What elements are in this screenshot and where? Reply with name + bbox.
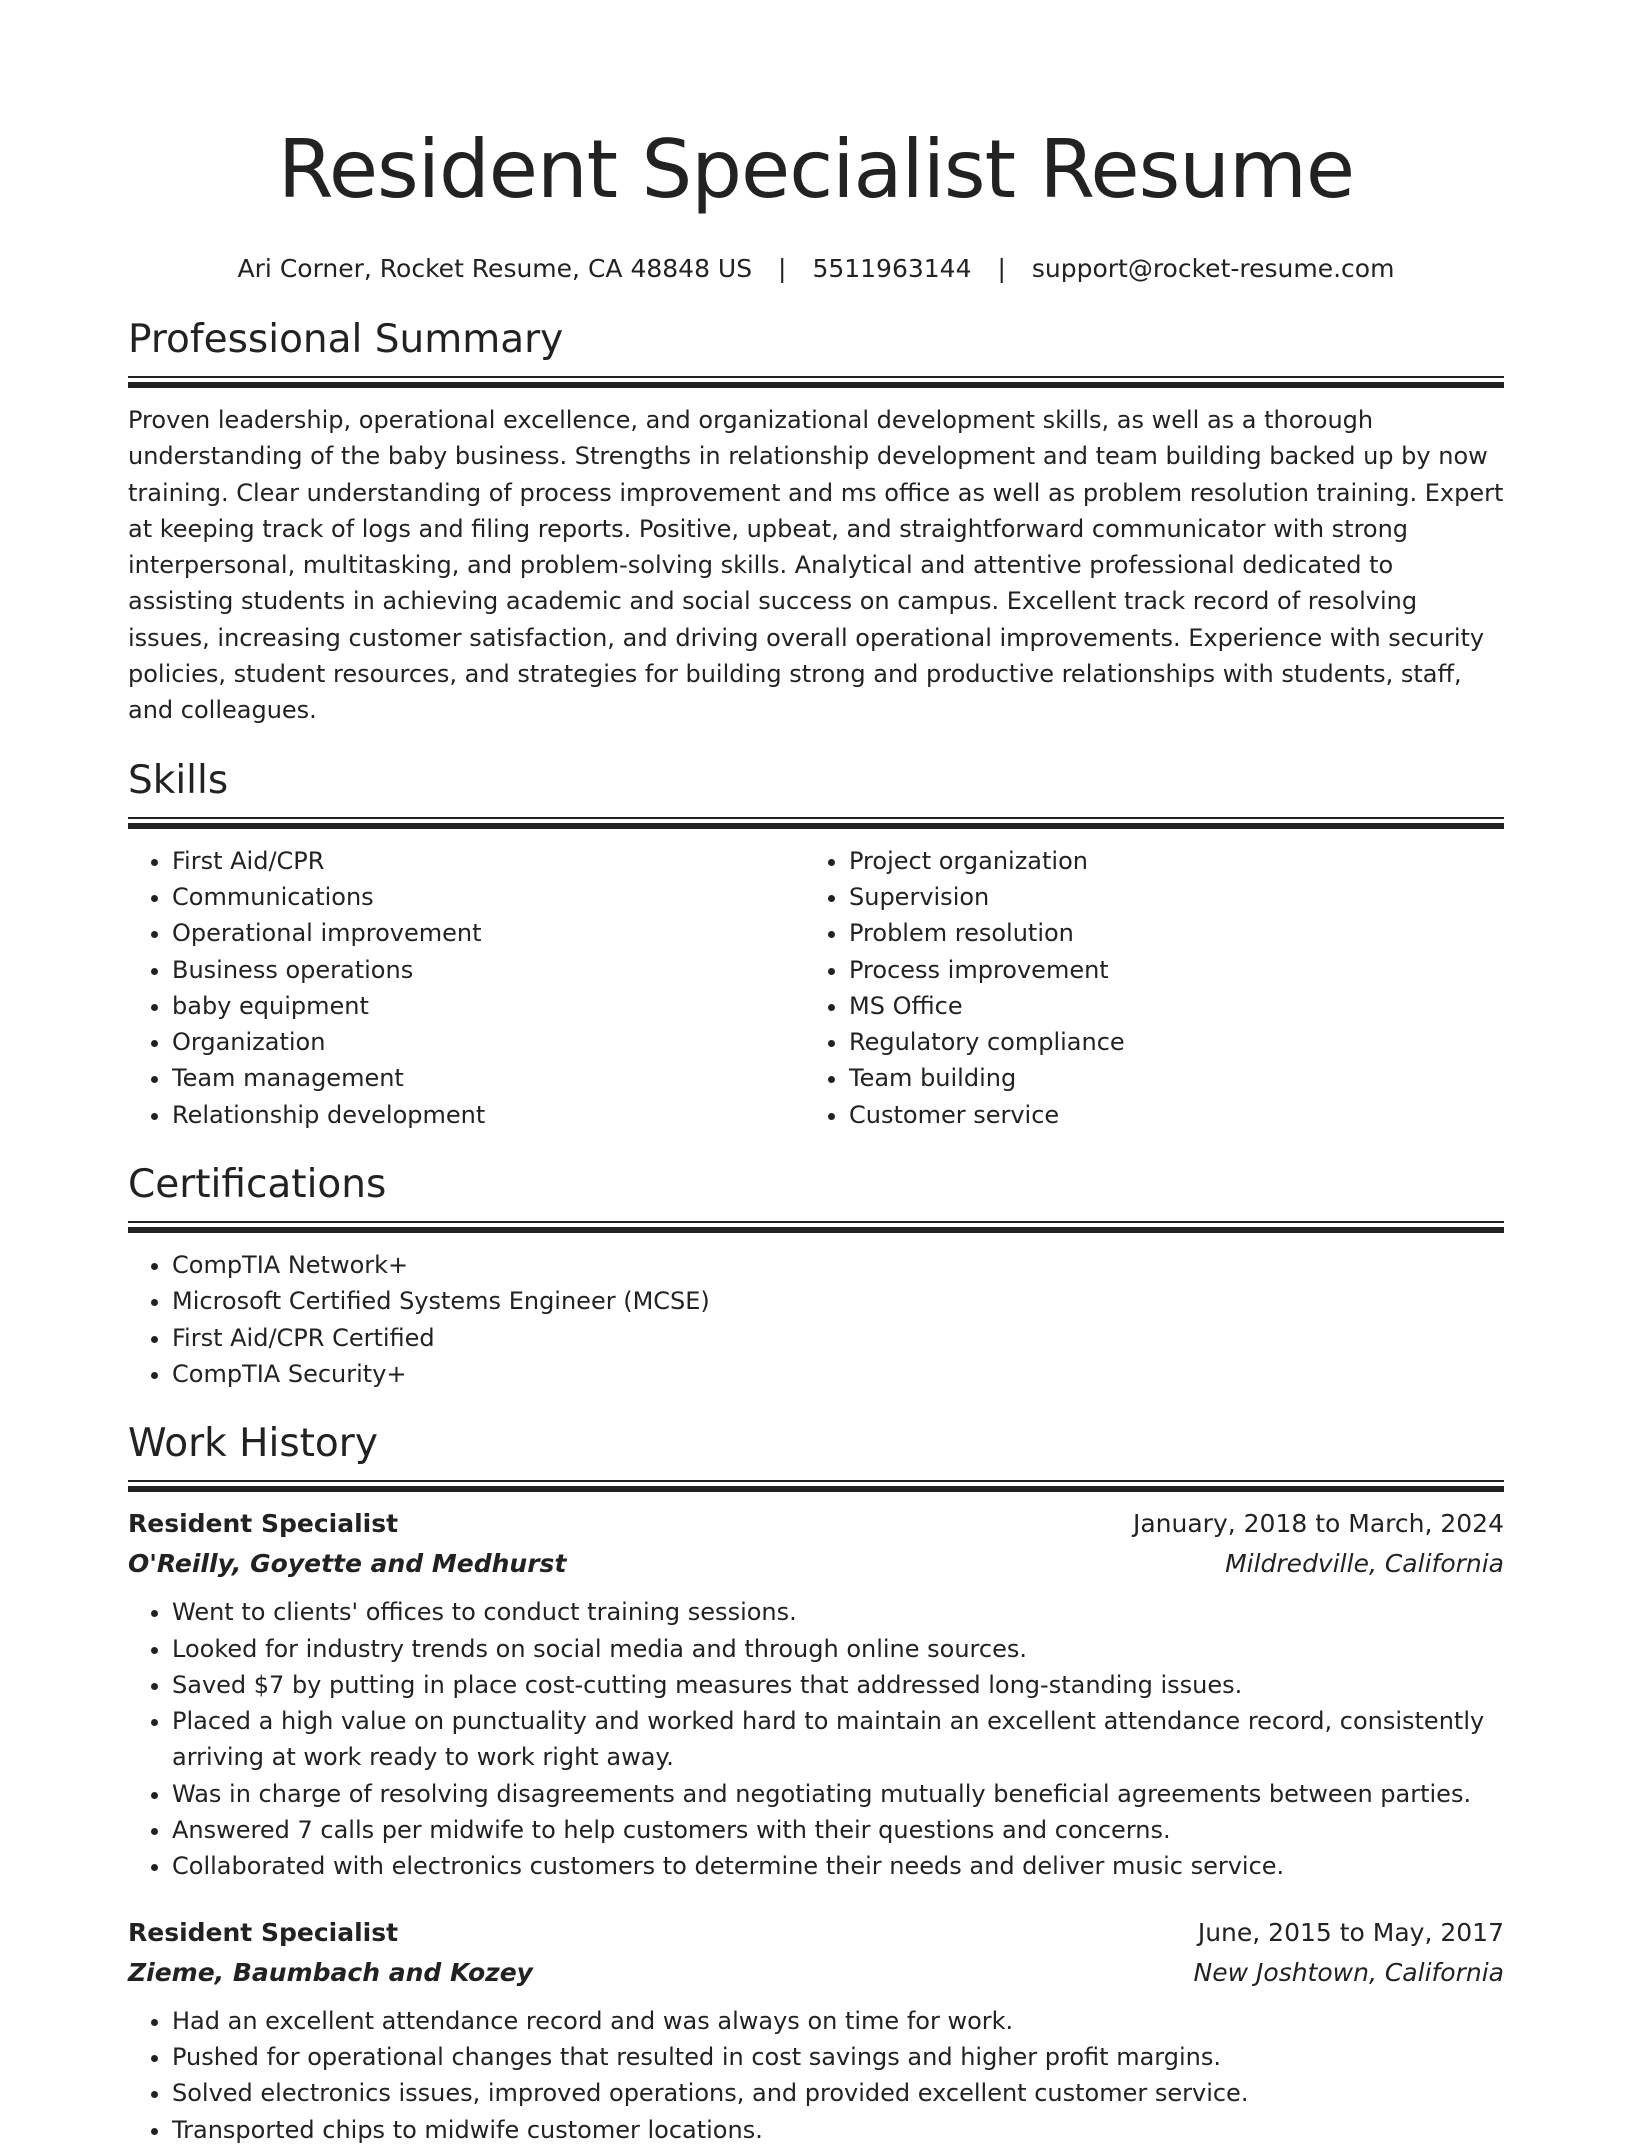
list-item: • Went to clients' offices to conduct training sessions. — [172, 1594, 1504, 1630]
list-item: • Placed a high value on punctuality and worked hard to maintain an excellent attendance record, consistently arriving at work ready to work right away. — [172, 1703, 1504, 1776]
list-item: • Process improvement — [849, 952, 1504, 988]
section-heading-work-history: Work History — [128, 1421, 378, 1467]
list-item: • First Aid/CPR — [172, 843, 805, 879]
job-location: Mildredville, California — [1225, 1549, 1504, 1579]
list-item: • Communications — [172, 879, 805, 915]
list-item: • Looked for industry trends on social media and through online sources. — [172, 1631, 1504, 1667]
job-title: Resident Specialist — [128, 1509, 399, 1539]
contact-email: support@rocket-resume.com — [1031, 254, 1395, 283]
job-company: Zieme, Baumbach and Kozey — [128, 1957, 533, 1987]
list-item: • Answered 7 calls per midwife to help customers with their questions and concerns. — [172, 1812, 1504, 1848]
list-item: • MS Office — [849, 988, 1504, 1024]
list-item: • Microsoft Certified Systems Engineer (MCSE) — [172, 1283, 1504, 1319]
job-dates: January, 2018 to March, 2024 — [1132, 1509, 1504, 1539]
list-item: • Collaborated with electronics customers to determine their needs and deliver music service. — [172, 1848, 1504, 1884]
skills-list-right — [805, 843, 1504, 1133]
list-item: • Team building — [849, 1060, 1504, 1096]
resume-page — [128, 0, 1504, 2148]
list-item: • First Aid/CPR Certified — [172, 1320, 1504, 1356]
job-bullets — [128, 2003, 1504, 2148]
job-header-row — [128, 1913, 1504, 1953]
job-location: New Joshtown, California — [1193, 1957, 1504, 1987]
contact-separator: | — [997, 254, 1006, 283]
section-divider — [128, 376, 1504, 388]
resume-title: Resident Specialist Resume — [277, 123, 1355, 216]
list-item: • Transported chips to midwife customer locations. — [172, 2112, 1504, 2148]
section-heading-certifications: Certifications — [128, 1162, 387, 1208]
section-divider — [128, 1221, 1504, 1233]
list-item: • Supervision — [849, 879, 1504, 915]
list-item: • Regulatory compliance — [849, 1024, 1504, 1060]
job-entry — [128, 1504, 1504, 1884]
list-item: • Pushed for operational changes that resulted in cost savings and higher profit margins. — [172, 2039, 1504, 2075]
list-item: • Project organization — [849, 843, 1504, 879]
list-item: • Customer service — [849, 1097, 1504, 1133]
list-item: • Was in charge of resolving disagreements and negotiating mutually beneficial agreements between parties. — [172, 1776, 1504, 1812]
job-dates: June, 2015 to May, 2017 — [1197, 1917, 1504, 1947]
job-subheader-row — [128, 1953, 1504, 1993]
job-title: Resident Specialist — [128, 1917, 399, 1947]
list-item: • Relationship development — [172, 1097, 805, 1133]
contact-line — [128, 252, 1504, 286]
list-item: • CompTIA Security+ — [172, 1356, 1504, 1392]
skills-grid — [128, 843, 1504, 1133]
job-subheader-row — [128, 1544, 1504, 1584]
contact-address: Ari Corner, Rocket Resume, CA 48848 US — [237, 254, 753, 283]
list-item: • Had an excellent attendance record and was always on time for work. — [172, 2003, 1504, 2039]
list-item: • Organization — [172, 1024, 805, 1060]
skills-list-left — [128, 843, 805, 1133]
section-divider — [128, 817, 1504, 829]
list-item: • Operational improvement — [172, 915, 805, 951]
job-entry — [128, 1913, 1504, 2148]
certifications-list — [128, 1247, 1504, 1392]
summary-text: Proven leadership, operational excellence, and organizational development skills, as well as a thorough understanding of the baby business. Strengths in relationship development and team building backed up by now training. Clear understanding of process improvement and ms office as well as problem resolution training. Expert at keeping track of logs and filing reports. Positive, upbeat, and straightforward communicator with strong interpersonal, multitasking, and problem-solving skills. Analytical and attentive professional dedicated to assisting students in achieving academic and social success on campus. Excellent track record of resolving issues, increasing customer satisfaction, and driving overall operational improvements. Experience with security policies, student resources, and strategies for building strong and productive relationships with students, staff, and colleagues. — [128, 406, 1504, 725]
section-heading-skills: Skills — [128, 757, 229, 803]
list-item: • CompTIA Network+ — [172, 1247, 1504, 1283]
contact-phone: 5511963144 — [812, 254, 972, 283]
section-heading-summary: Professional Summary — [128, 317, 564, 362]
section-divider — [128, 1480, 1504, 1492]
list-item: • Problem resolution — [849, 915, 1504, 951]
job-header-row — [128, 1504, 1504, 1544]
list-item: • baby equipment — [172, 988, 805, 1024]
list-item: • Solved electronics issues, improved operations, and provided excellent customer service. — [172, 2075, 1504, 2111]
work-history-section — [128, 1418, 1504, 2148]
list-item: • Business operations — [172, 952, 805, 988]
certifications-section — [128, 1159, 1504, 1392]
list-item: • Saved $7 by putting in place cost-cutting measures that addressed long-standing issues. — [172, 1667, 1504, 1703]
skills-section — [128, 755, 1504, 1133]
job-bullets — [128, 1594, 1504, 1884]
list-item: • Team management — [172, 1060, 805, 1096]
summary-section — [128, 314, 1504, 729]
contact-separator: | — [778, 254, 787, 283]
job-company: O'Reilly, Goyette and Medhurst — [128, 1549, 567, 1579]
